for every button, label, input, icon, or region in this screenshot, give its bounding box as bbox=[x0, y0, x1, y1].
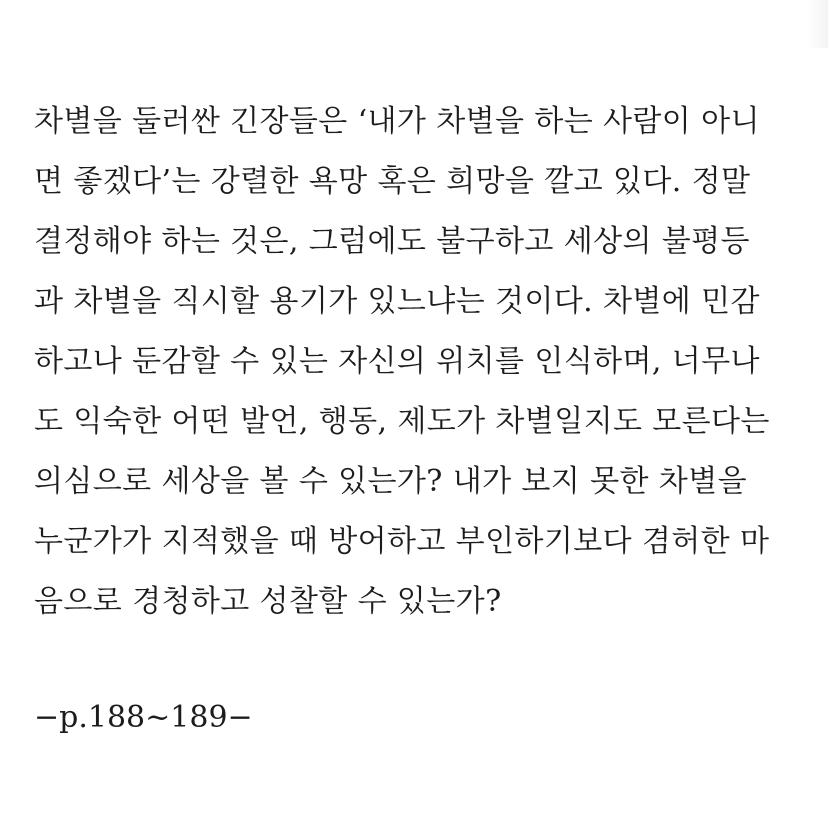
corner-shadow bbox=[806, 0, 828, 48]
passage-line: 과 차별을 직시할 용기가 있느냐는 것이다. 차별에 민감 bbox=[34, 284, 760, 319]
passage-line: 차별을 둘러싼 긴장들은 ‘내가 차별을 하는 사람이 아니 bbox=[34, 104, 760, 139]
passage-line: 결정해야 하는 것은, 그럼에도 불구하고 세상의 불평등 bbox=[34, 224, 750, 259]
quote-passage bbox=[34, 92, 814, 632]
passage-line: 누군가가 지적했을 때 방어하고 부인하기보다 겸허한 마 bbox=[34, 524, 770, 559]
passage-line: 음으로 경청하고 성찰할 수 있는가? bbox=[34, 584, 502, 619]
passage-line: 하고나 둔감할 수 있는 자신의 위치를 인식하며, 너무나 bbox=[34, 344, 760, 379]
page-citation: −p.188~189− bbox=[34, 700, 253, 735]
passage-line: 의심으로 세상을 볼 수 있는가? 내가 보지 못한 차별을 bbox=[34, 464, 747, 499]
passage-line: 면 좋겠다’는 강렬한 욕망 혹은 희망을 깔고 있다. 정말 bbox=[34, 164, 751, 199]
passage-line: 도 익숙한 어떤 발언, 행동, 제도가 차별일지도 모른다는 bbox=[34, 404, 770, 439]
